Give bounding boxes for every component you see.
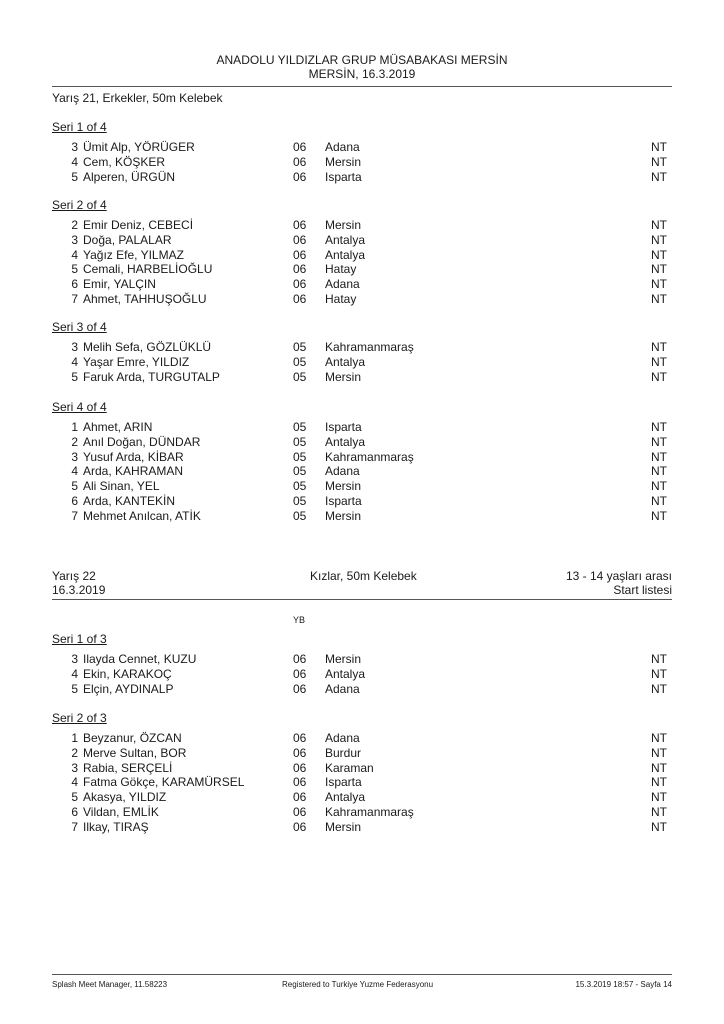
swimmer-row xyxy=(0,277,724,292)
birth-year: 05 xyxy=(293,354,307,369)
lane-number: 4 xyxy=(71,666,78,681)
swimmer-name: Akasya, YILDIZ xyxy=(83,790,167,805)
swimmer-name: Beyzanur, ÖZCAN xyxy=(83,731,182,745)
swimmer-row xyxy=(0,746,724,761)
entry-time: NT xyxy=(651,140,667,154)
birth-year: 06 xyxy=(293,277,307,292)
lane-number: 4 xyxy=(71,354,78,369)
entry-time: NT xyxy=(651,819,667,834)
swimmer-row xyxy=(0,435,724,450)
lane-number: 6 xyxy=(71,805,78,819)
swimmer-name: Ümit Alp, YÖRÜGER xyxy=(83,140,195,154)
entry-time: NT xyxy=(651,731,667,745)
birth-year: 05 xyxy=(293,434,307,449)
club-name: Antalya xyxy=(325,790,366,805)
swimmer-name: Ilayda Cennet, KUZU xyxy=(83,652,197,666)
birth-year: 05 xyxy=(293,420,307,434)
birth-year: 06 xyxy=(293,652,307,666)
race-22-date: 16.3.2019 xyxy=(52,583,106,597)
entry-time: NT xyxy=(651,479,667,494)
footer-registration: Registered to Turkiye Yuzme Federasyonu xyxy=(282,980,434,989)
entry-time: NT xyxy=(651,262,667,277)
lane-number: 4 xyxy=(71,154,78,169)
swimmer-name: Ahmet, TAHHUŞOĞLU xyxy=(83,292,207,306)
entry-time: NT xyxy=(651,760,667,775)
birth-year: 06 xyxy=(293,805,307,819)
entry-time: NT xyxy=(651,420,667,434)
swimmer-row xyxy=(0,652,724,667)
club-name: Mersin xyxy=(325,369,362,384)
heat-label: Seri 1 of 3 xyxy=(52,632,107,646)
race-22-age-group: 13 - 14 yaşları arası xyxy=(565,569,672,583)
swimmer-name: Ilkay, TIRAŞ xyxy=(83,819,149,834)
swimmer-row xyxy=(0,340,724,355)
lane-number: 3 xyxy=(71,652,78,666)
race-22-divider xyxy=(52,599,672,600)
birth-year: 05 xyxy=(293,369,307,384)
entry-time: NT xyxy=(651,232,667,247)
lane-number: 4 xyxy=(71,247,78,262)
club-name: Antalya xyxy=(325,666,366,681)
swimmer-name: Melih Sefa, GÖZLÜKLÜ xyxy=(83,340,212,354)
club-name: Mersin xyxy=(325,479,362,494)
swimmer-row xyxy=(0,682,724,697)
lane-number: 5 xyxy=(71,262,78,277)
lane-number: 1 xyxy=(71,731,78,745)
club-name: Hatay xyxy=(325,292,357,306)
swimmer-row xyxy=(0,262,724,277)
lane-number: 4 xyxy=(71,775,78,790)
birth-year: 06 xyxy=(293,154,307,169)
swimmer-name: Yaşar Emre, YILDIZ xyxy=(83,354,190,369)
entry-time: NT xyxy=(651,434,667,449)
swimmer-row xyxy=(0,805,724,820)
swimmer-name: Yusuf Arda, KİBAR xyxy=(83,449,184,464)
lane-number: 4 xyxy=(71,464,78,479)
heat-label: Seri 1 of 4 xyxy=(52,120,107,134)
swimmer-name: Emir, YALÇIN xyxy=(83,277,156,292)
birth-year: 06 xyxy=(293,790,307,805)
entry-time: NT xyxy=(651,652,667,666)
lane-number: 6 xyxy=(71,277,78,292)
birth-year: 06 xyxy=(293,292,307,306)
birth-year: 06 xyxy=(293,731,307,745)
swimmer-row xyxy=(0,170,724,185)
swimmer-row xyxy=(0,140,724,155)
lane-number: 1 xyxy=(71,420,78,434)
entry-time: NT xyxy=(651,494,667,508)
swimmer-row xyxy=(0,464,724,479)
lane-number: 3 xyxy=(71,232,78,247)
birth-year: 05 xyxy=(293,449,307,464)
swimmer-name: Cemali, HARBELİOĞLU xyxy=(83,262,213,277)
birth-year: 06 xyxy=(293,140,307,154)
swimmer-row xyxy=(0,420,724,435)
lane-number: 3 xyxy=(71,449,78,464)
entry-time: NT xyxy=(651,666,667,681)
swimmer-name: Yağız Efe, YILMAZ xyxy=(83,247,184,262)
swimmer-row xyxy=(0,479,724,494)
club-name: Mersin xyxy=(325,218,362,232)
birth-year: 05 xyxy=(293,464,307,479)
entry-time: NT xyxy=(651,681,667,696)
birth-year: 05 xyxy=(293,494,307,508)
club-name: Isparta xyxy=(325,169,362,184)
lane-number: 2 xyxy=(71,434,78,449)
swimmer-name: Arda, KANTEKİN xyxy=(83,494,176,508)
entry-time: NT xyxy=(651,775,667,790)
club-name: Adana xyxy=(325,681,360,696)
lane-number: 3 xyxy=(71,760,78,775)
club-name: Kahramanmaraş xyxy=(325,805,414,819)
club-name: Adana xyxy=(325,731,360,745)
footer-divider xyxy=(52,974,672,975)
entry-time: NT xyxy=(651,292,667,306)
swimmer-name: Elçin, AYDINALP xyxy=(83,681,174,696)
entry-time: NT xyxy=(651,508,667,523)
swimmer-row xyxy=(0,370,724,385)
lane-number: 5 xyxy=(71,169,78,184)
swimmer-row xyxy=(0,667,724,682)
swimmer-name: Anıl Doğan, DÜNDAR xyxy=(83,434,201,449)
swimmer-name: Ali Sinan, YEL xyxy=(83,479,160,494)
swimmer-name: Rabia, SERÇELİ xyxy=(83,760,173,775)
page-title: ANADOLU YILDIZLAR GRUP MÜSABAKASI MERSİN xyxy=(216,53,508,67)
swimmer-name: Alperen, ÜRGÜN xyxy=(83,169,176,184)
swimmer-name: Ahmet, ARIN xyxy=(83,420,153,434)
footer-date-page: 15.3.2019 18:57 - Sayfa 14 xyxy=(575,980,672,989)
club-name: Hatay xyxy=(325,262,357,277)
swimmer-name: Faruk Arda, TURGUTALP xyxy=(83,369,220,384)
swimmer-row xyxy=(0,450,724,465)
club-name: Adana xyxy=(325,464,360,479)
birth-year: 06 xyxy=(293,218,307,232)
swimmer-name: Doğa, PALALAR xyxy=(83,232,172,247)
birth-year: 06 xyxy=(293,247,307,262)
entry-time: NT xyxy=(651,805,667,819)
heat-label: Seri 2 of 3 xyxy=(52,711,107,725)
lane-number: 5 xyxy=(71,790,78,805)
lane-number: 5 xyxy=(71,479,78,494)
swimmer-row xyxy=(0,494,724,509)
birth-year: 05 xyxy=(293,479,307,494)
lane-number: 7 xyxy=(71,292,78,306)
entry-time: NT xyxy=(651,340,667,354)
swimmer-row xyxy=(0,355,724,370)
lane-number: 2 xyxy=(71,745,78,760)
race-22-list-type: Start listesi xyxy=(613,583,672,597)
lane-number: 7 xyxy=(71,819,78,834)
footer-software: Splash Meet Manager, 11.58223 xyxy=(52,980,168,989)
entry-time: NT xyxy=(651,790,667,805)
swimmer-row xyxy=(0,233,724,248)
birth-year: 06 xyxy=(293,262,307,277)
lane-number: 3 xyxy=(71,140,78,154)
entry-time: NT xyxy=(651,247,667,262)
swimmer-name: Fatma Gökçe, KARAMÜRSEL xyxy=(83,775,245,790)
club-name: Isparta xyxy=(325,775,362,790)
swimmer-row xyxy=(0,761,724,776)
entry-time: NT xyxy=(651,449,667,464)
lane-number: 3 xyxy=(71,340,78,354)
swimmer-name: Mehmet Anılcan, ATİK xyxy=(83,508,201,523)
club-name: Adana xyxy=(325,140,360,154)
birth-year: 05 xyxy=(293,340,307,354)
lane-number: 7 xyxy=(71,508,78,523)
club-name: Antalya xyxy=(325,247,366,262)
swimmer-name: Emir Deniz, CEBECİ xyxy=(83,218,194,232)
page-subtitle: MERSİN, 16.3.2019 xyxy=(308,67,416,81)
header-divider xyxy=(52,86,672,87)
birth-year: 06 xyxy=(293,169,307,184)
club-name: Kahramanmaraş xyxy=(325,449,414,464)
club-name: Mersin xyxy=(325,652,362,666)
birth-year: 06 xyxy=(293,745,307,760)
entry-time: NT xyxy=(651,154,667,169)
club-name: Mersin xyxy=(325,508,362,523)
swimmer-name: Merve Sultan, BOR xyxy=(83,745,187,760)
race-22-label: Yarış 22 xyxy=(52,569,96,583)
yb-column-header: YB xyxy=(293,615,306,625)
heat-label: Seri 2 of 4 xyxy=(52,198,107,212)
birth-year: 05 xyxy=(293,508,307,523)
club-name: Antalya xyxy=(325,232,366,247)
birth-year: 06 xyxy=(293,681,307,696)
lane-number: 6 xyxy=(71,494,78,508)
entry-time: NT xyxy=(651,745,667,760)
swimmer-row xyxy=(0,820,724,835)
club-name: Adana xyxy=(325,277,360,292)
birth-year: 06 xyxy=(293,666,307,681)
swimmer-name: Vildan, EMLİK xyxy=(83,805,159,819)
swimmer-name: Arda, KAHRAMAN xyxy=(83,464,184,479)
entry-time: NT xyxy=(651,277,667,292)
club-name: Burdur xyxy=(325,745,362,760)
lane-number: 5 xyxy=(71,369,78,384)
entry-time: NT xyxy=(651,369,667,384)
entry-time: NT xyxy=(651,354,667,369)
club-name: Isparta xyxy=(325,420,362,434)
club-name: Antalya xyxy=(325,434,366,449)
birth-year: 06 xyxy=(293,232,307,247)
swimmer-row xyxy=(0,775,724,790)
swimmer-row xyxy=(0,218,724,233)
swimmer-name: Cem, KÖŞKER xyxy=(83,154,166,169)
swimmer-row xyxy=(0,155,724,170)
entry-time: NT xyxy=(651,218,667,232)
club-name: Karaman xyxy=(325,760,374,775)
club-name: Isparta xyxy=(325,494,362,508)
lane-number: 2 xyxy=(71,218,78,232)
club-name: Mersin xyxy=(325,819,362,834)
swimmer-row xyxy=(0,509,724,524)
swimmer-row xyxy=(0,248,724,263)
swimmer-row xyxy=(0,731,724,746)
birth-year: 06 xyxy=(293,760,307,775)
lane-number: 5 xyxy=(71,681,78,696)
swimmer-row xyxy=(0,790,724,805)
race-21-title: Yarış 21, Erkekler, 50m Kelebek xyxy=(52,91,223,105)
club-name: Kahramanmaraş xyxy=(325,340,414,354)
birth-year: 06 xyxy=(293,819,307,834)
club-name: Antalya xyxy=(325,354,366,369)
entry-time: NT xyxy=(651,464,667,479)
swimmer-name: Ekin, KARAKOÇ xyxy=(83,666,172,681)
club-name: Mersin xyxy=(325,154,362,169)
birth-year: 06 xyxy=(293,775,307,790)
entry-time: NT xyxy=(651,169,667,184)
heat-label: Seri 3 of 4 xyxy=(52,320,107,334)
race-22-event: Kızlar, 50m Kelebek xyxy=(310,569,417,583)
heat-label: Seri 4 of 4 xyxy=(52,400,107,414)
swimmer-row xyxy=(0,292,724,307)
